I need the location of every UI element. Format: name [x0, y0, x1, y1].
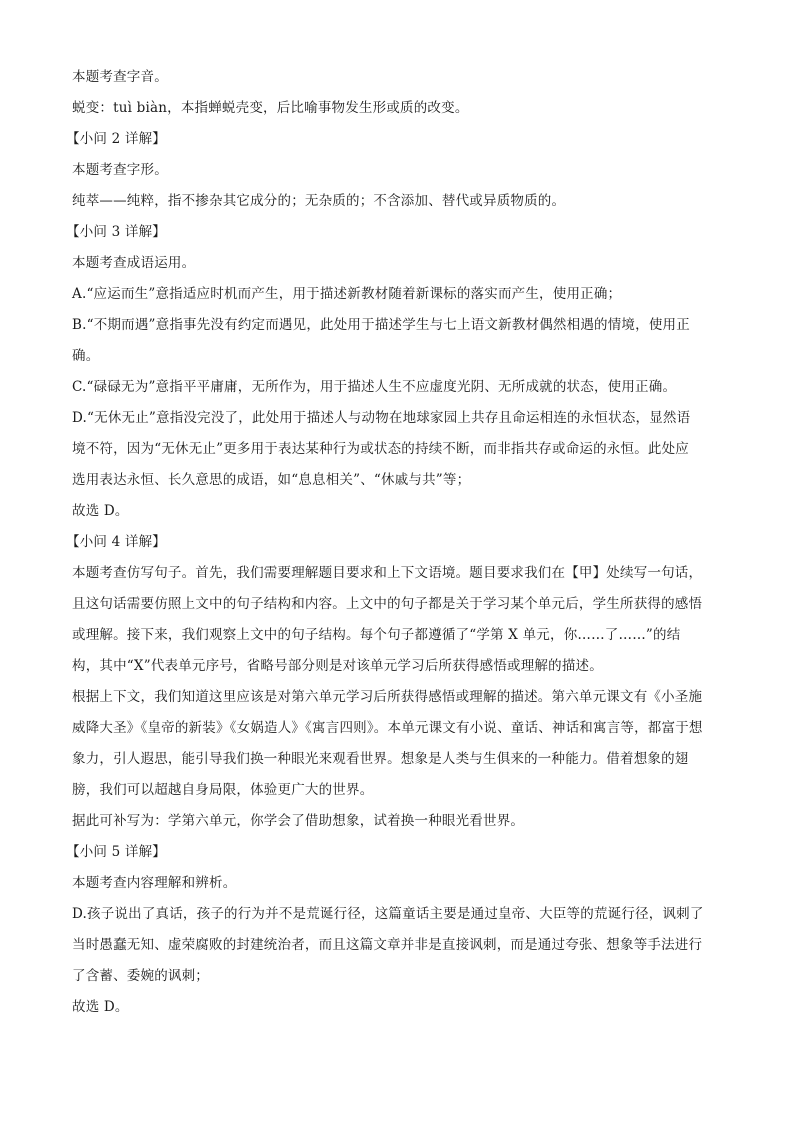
explanation-line: 据此可补写为：学第六单元，你学会了借助想象，试着换一种眼光看世界。	[72, 813, 525, 829]
explanation-line: 本题考查仿写句子。首先，我们需要理解题目要求和上下文语境。题目要求我们在【甲】处续写一句话，	[72, 565, 703, 581]
explanation-line: D.孩子说出了真话，孩子的行为并不是荒诞行径，这篇童话主要是通过皇帝、大臣等的荒诞行径，讽刺了	[72, 906, 704, 922]
option-line: 选用表达永恒、长久意思的成语，如“息息相关”、“休戚与共”等；	[72, 472, 471, 488]
explanation-line: 本题考查成语运用。	[72, 255, 196, 271]
section-heading: 【小问 3 详解】	[66, 224, 166, 240]
explanation-line: 膀，我们可以超越自身局限，体验更广大的世界。	[72, 782, 374, 798]
explanation-line: 本题考查内容理解和辨析。	[72, 875, 237, 891]
explanation-line: 象力，引人遐思，能引导我们换一种眼光来观看世界。想象是人类与生俱来的一种能力。借着想象的翅	[72, 751, 689, 767]
explanation-line: 构，其中“X”代表单元序号，省略号部分则是对该单元学习后所获得感悟或理解的描述。	[72, 658, 603, 674]
explanation-line: 或理解。接下来，我们观察上文中的句子结构。每个句子都遵循了“学第 X 单元，你……了……”的结	[72, 627, 681, 643]
option-line: B.“不期而遇”意指事先没有约定而遇见，此处用于描述学生与七上语文新教材偶然相遇的情境，使用正	[72, 317, 690, 333]
document-page	[66, 62, 724, 1023]
explanation-line: 且这句话需要仿照上文中的句子结构和内容。上文中的句子都是关于学习某个单元后，学生所获得的感悟	[72, 596, 703, 612]
explanation-line: 纯萃——纯粹，指不掺杂其它成分的；无杂质的；不含添加、替代或异质物质的。	[72, 193, 566, 209]
explanation-line: 蜕变：tuì biàn，本指蝉蜕壳变，后比喻事物发生形或质的改变。	[72, 100, 469, 116]
option-line: C.“碌碌无为”意指平平庸庸，无所作为，用于描述人生不应虚度光阴、无所成就的状态，使用正确。	[72, 379, 677, 395]
explanation-line: 本题考查字形。	[72, 162, 168, 178]
option-line: 确。	[72, 348, 100, 364]
answer-line: 故选 D。	[72, 503, 129, 519]
option-line: 境不符，因为“无休无止”更多用于表达某种行为或状态的持续不断，而非指共存或命运的永恒。此处应	[72, 441, 690, 457]
option-line: A.“应运而生”意指适应时机而产生，用于描述新教材随着新课标的落实而产生，使用正确；	[72, 286, 622, 302]
answer-line: 故选 D。	[72, 999, 129, 1015]
section-heading: 【小问 5 详解】	[66, 844, 166, 860]
option-line: D.“无休无止”意指没完没了，此处用于描述人与动物在地球家园上共存且命运相连的永恒状态，显然语	[72, 410, 691, 426]
explanation-line: 根据上下文，我们知道这里应该是对第六单元学习后所获得感悟或理解的描述。第六单元课文有《小圣施	[72, 689, 703, 705]
explanation-line: 本题考查字音。	[72, 69, 168, 85]
section-heading: 【小问 2 详解】	[66, 131, 166, 147]
section-heading: 【小问 4 详解】	[66, 534, 166, 550]
explanation-line: 当时愚蠢无知、虚荣腐败的封建统治者，而且这篇文章并非是直接讽刺，而是通过夸张、想象等手法进行	[72, 937, 703, 953]
explanation-line: 了含蓄、委婉的讽刺；	[72, 968, 209, 984]
explanation-line: 威降大圣》《皇帝的新装》《女娲造人》《寓言四则》。本单元课文有小说、童话、神话和寓言等，都富于想	[72, 720, 703, 736]
